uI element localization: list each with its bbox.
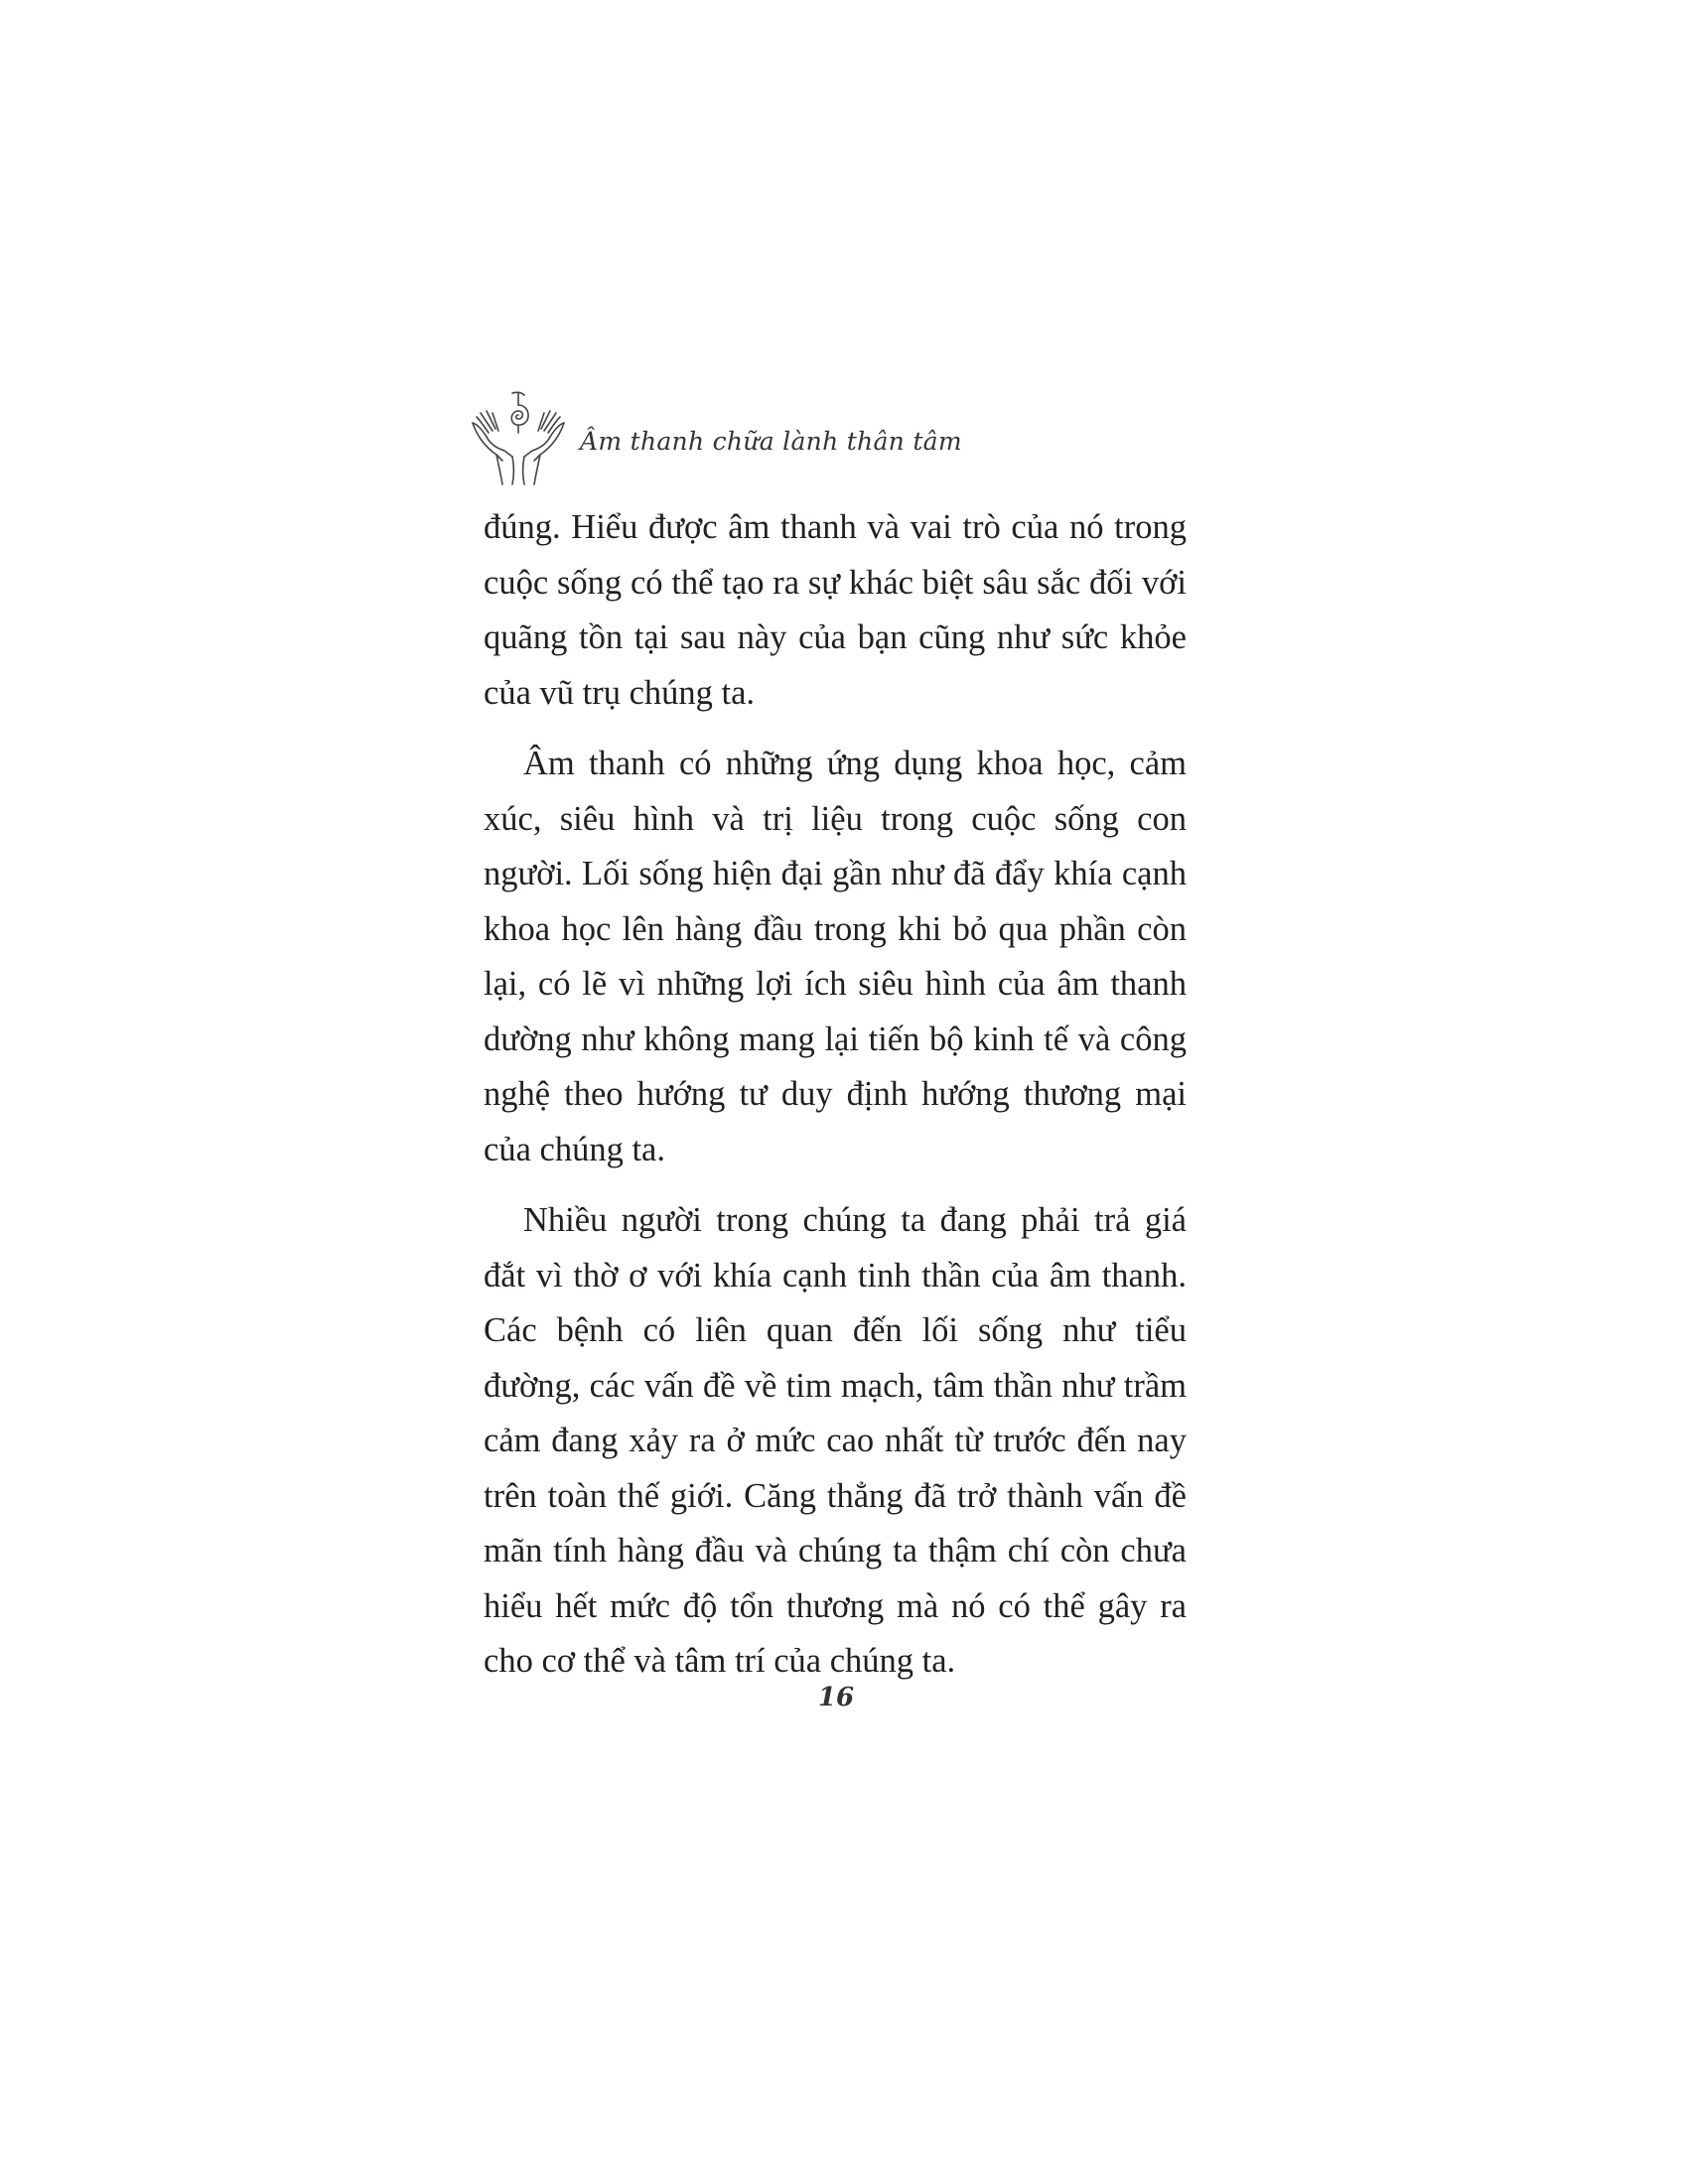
running-header-title: Âm thanh chữa lành thân tâm	[580, 426, 962, 456]
paragraph: Nhiều người trong chúng ta đang phải trả giá đắt vì thờ ơ với khía cạnh tinh thần của âm thanh. Các bệnh có liên quan đến lối sống như tiểu đường, các vấn đề về tim mạch, tâm thần như trầm cảm đang xảy ra ở mức cao nhất từ trước đến nay trên toàn thế giới. Căng thẳng đã trở thành vấn đề mãn tính hàng đầu và chúng ta thậm chí còn chưa hiểu hết mức độ tổn thương mà nó có thể gây ra cho cơ thể và tâm trí của chúng ta.	[484, 1201, 1187, 1680]
body-text	[484, 500, 1187, 1706]
paragraph: Âm thanh có những ứng dụng khoa học, cảm xúc, siêu hình và trị liệu trong cuộc sống con người. Lối sống hiện đại gần như đã đẩy khía cạnh khoa học lên hàng đầu trong khi bỏ qua phần còn lại, có lẽ vì những lợi ích siêu hình của âm thanh dường như không mang lại tiến bộ kinh tế và công nghệ theo hướng tư duy định hướng thương mại của chúng ta.	[484, 745, 1187, 1168]
hands-spiral-emblem-icon	[469, 389, 568, 488]
running-header	[469, 389, 962, 488]
page-number: 16	[817, 1683, 855, 1712]
paragraph: đúng. Hiểu được âm thanh và vai trò của nó trong cuộc sống có thể tạo ra sự khác biệt sâu sắc đối với quãng tồn tại sau này của bạn cũng như sức khỏe của vũ trụ chúng ta.	[484, 508, 1187, 712]
page-number-container	[0, 1683, 1688, 1712]
